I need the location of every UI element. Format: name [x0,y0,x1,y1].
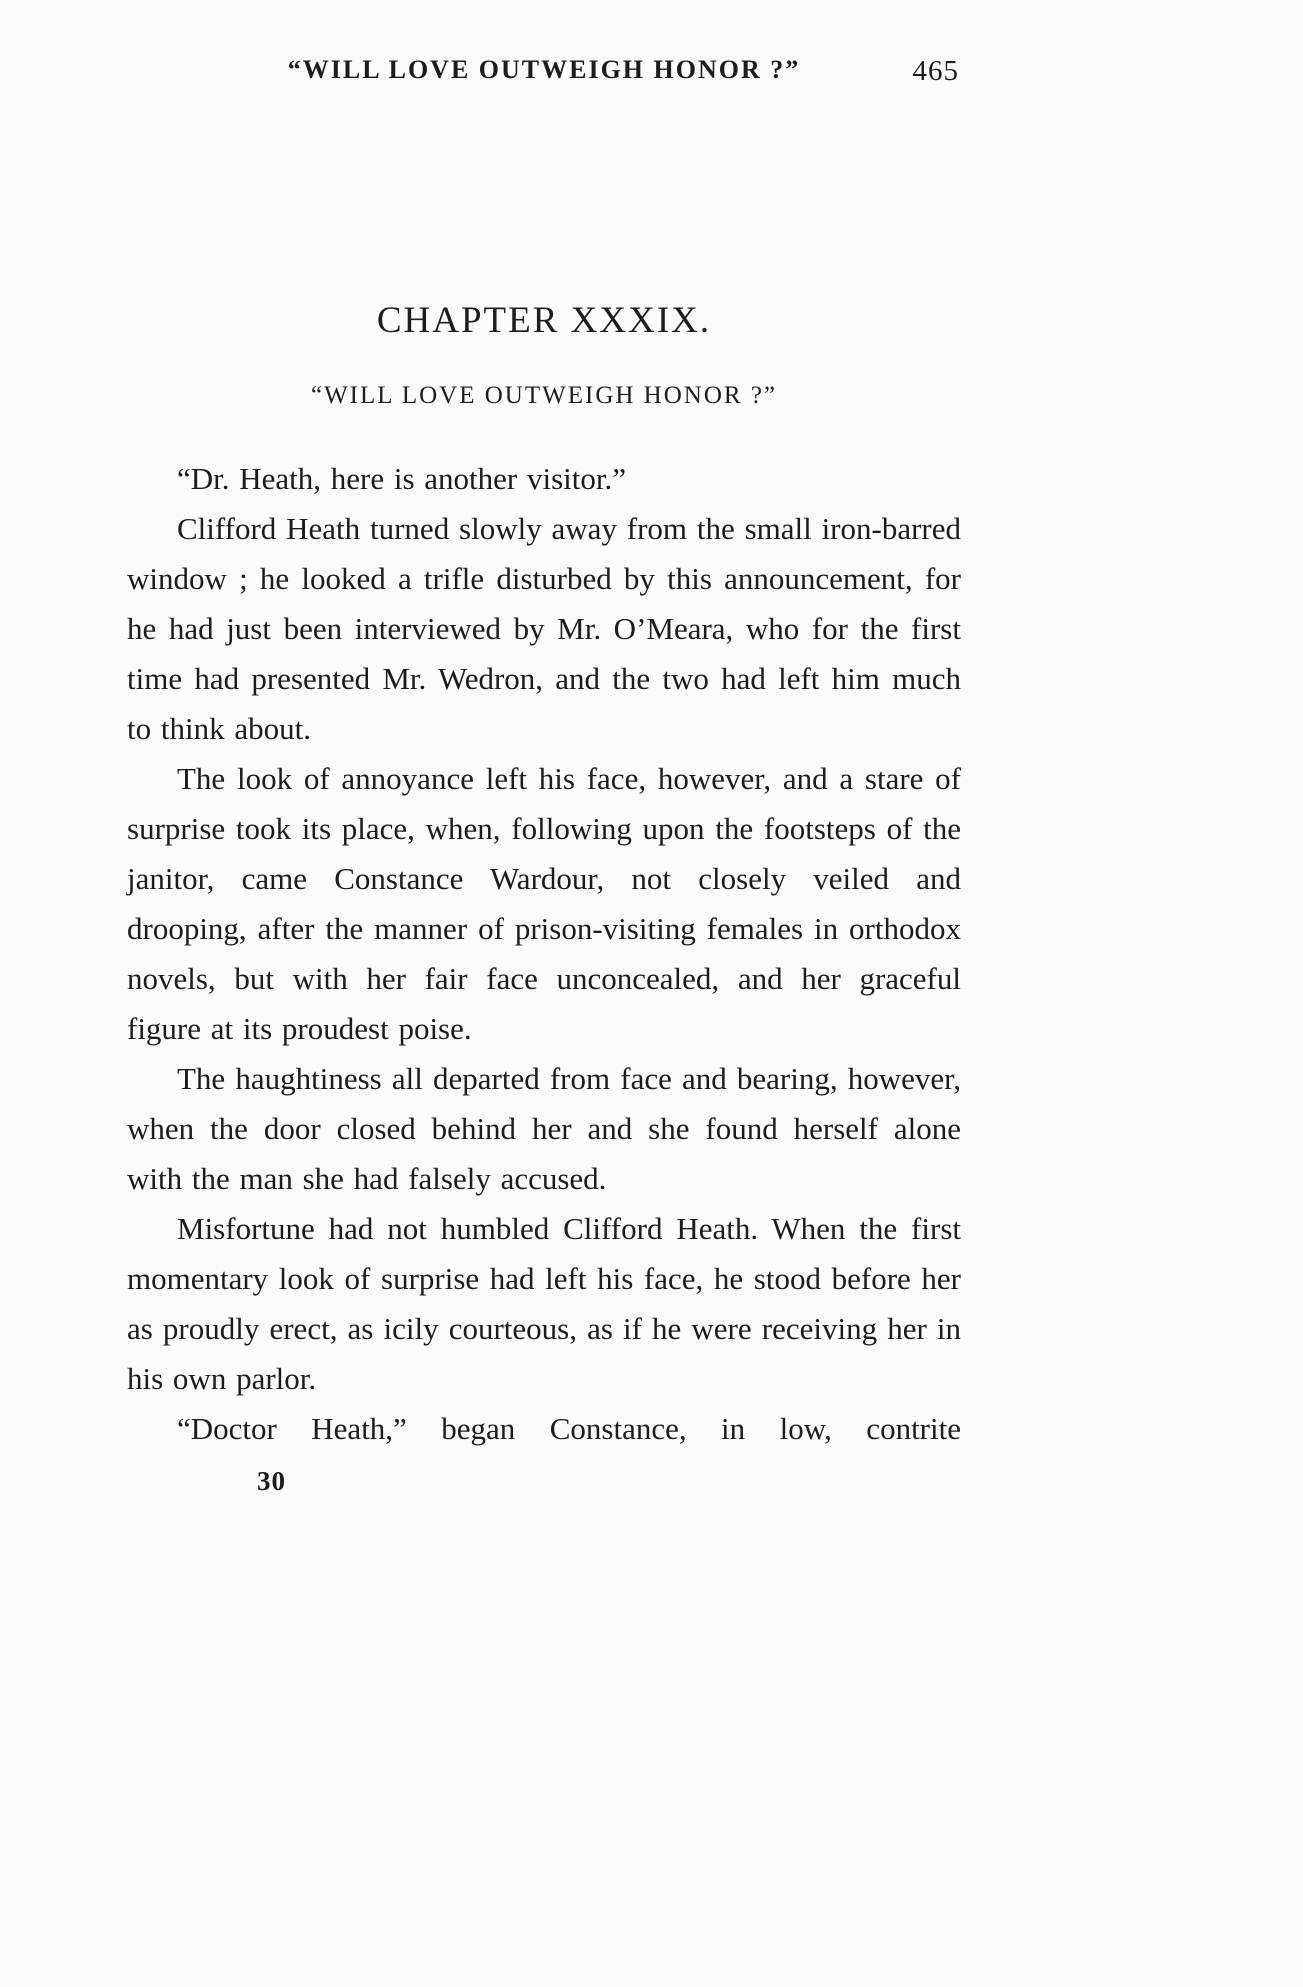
signature-mark: 30 [257,1466,286,1496]
page-number: 465 [912,55,959,87]
paragraph-continuation: “Doctor Heath,” began Constance, in low, contrite [177,1411,961,1446]
running-head-title: “WILL LOVE OUTWEIGH HONOR ?” [287,55,801,84]
paragraph: Clifford Heath turned slowly away from the small iron-barred window ; he looked a trifle disturbed by this announcement, for he had just been interviewed by Mr. O’Meara, who for the first time had presented Mr. Wedron, and the two had left him much to think about. [127,511,961,746]
running-head [127,55,961,91]
paragraph: The look of annoyance left his face, however, and a stare of surprise took its place, when, following upon the footsteps of the janitor, came Constance Wardour, not closely veiled and drooping, after the manner of prison-visiting females in orthodox novels, but with her fair face unconcealed, and her graceful figure at its proudest poise. [127,761,961,1046]
chapter-subtitle: “WILL LOVE OUTWEIGH HONOR ?” [310,382,778,409]
paragraph: Misfortune had not humbled Clifford Heath. When the first momentary look of surprise had left his face, he stood before her as proudly erect, as icily courteous, as if he were receiving her in his own parlor. [127,1211,961,1396]
page-content [127,0,961,1497]
chapter-heading: CHAPTER XXXIX. [376,300,712,341]
paragraph-dialogue-opening: “Dr. Heath, here is another visitor.” [177,461,627,496]
paragraph: The haughtiness all departed from face and bearing, however, when the door closed behind her and she found herself alone with the man she had falsely accused. [127,1061,961,1196]
body-text [127,454,961,1454]
